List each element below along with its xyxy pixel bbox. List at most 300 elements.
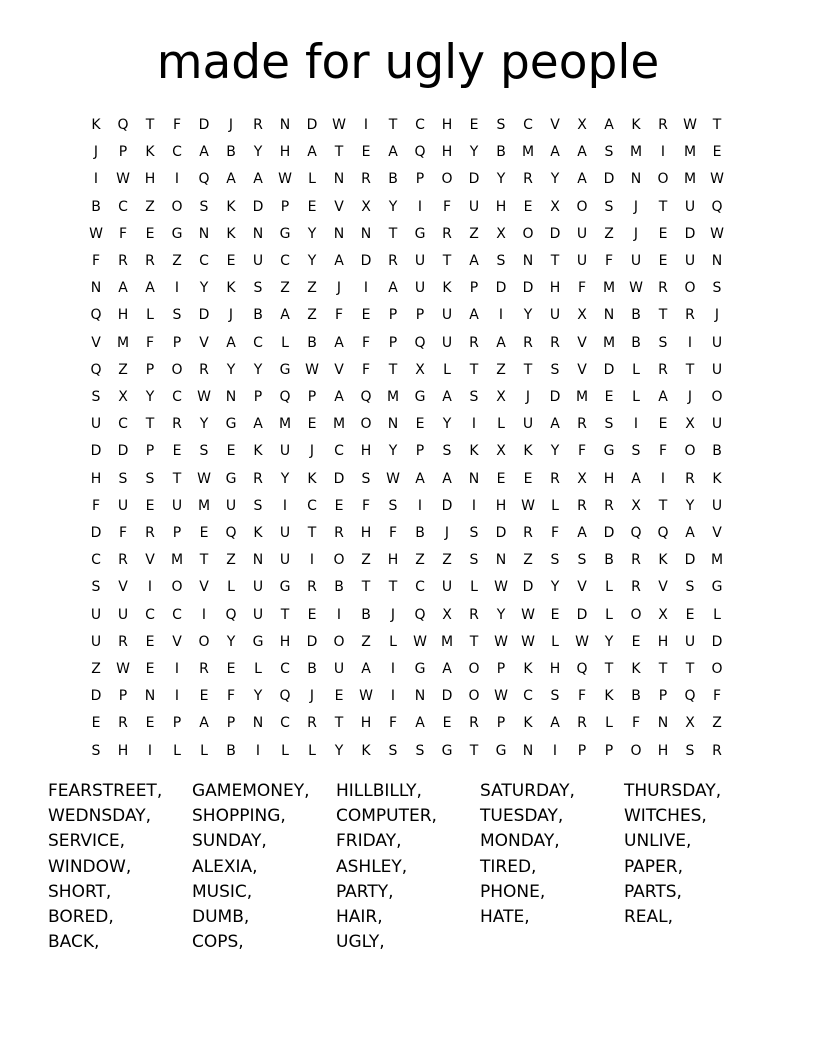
grid-letter: T: [361, 579, 371, 596]
grid-letter: W: [386, 470, 400, 487]
grid-letter: I: [633, 416, 639, 433]
grid-letter: U: [441, 579, 453, 596]
grid-letter: I: [363, 280, 369, 297]
grid-letter: S: [469, 525, 479, 541]
grid-letter: E: [658, 253, 668, 269]
grid-letter: C: [280, 661, 290, 677]
grid-letter: S: [631, 443, 641, 460]
grid-letter: E: [145, 661, 155, 677]
grid-letter: W: [197, 389, 211, 405]
grid-letter: M: [197, 497, 211, 514]
grid-letter: E: [199, 525, 209, 541]
grid-letter: N: [90, 280, 102, 297]
grid-letter: B: [631, 688, 641, 705]
grid-letter: R: [685, 307, 695, 324]
grid-letter: G: [711, 579, 723, 596]
grid-letter: V: [172, 633, 182, 650]
grid-letter: G: [279, 579, 291, 596]
grid-letter: T: [199, 552, 209, 569]
grid-letter: W: [710, 171, 724, 188]
grid-letter: K: [361, 742, 371, 759]
word-list-item: HAIR,: [336, 907, 383, 928]
grid-letter: I: [201, 606, 207, 623]
word-list-item: BORED,: [48, 907, 114, 928]
grid-letter: O: [630, 742, 642, 759]
grid-letter: D: [684, 225, 696, 242]
grid-letter: V: [199, 334, 209, 351]
grid-letter: I: [390, 661, 396, 677]
grid-letter: C: [523, 688, 533, 705]
grid-letter: O: [684, 280, 696, 297]
grid-letter: S: [496, 253, 506, 269]
word-list-column: [48, 779, 188, 955]
grid-letter: W: [683, 117, 697, 133]
grid-letter: R: [307, 715, 317, 732]
grid-letter: I: [552, 742, 558, 759]
grid-letter: D: [684, 552, 696, 569]
grid-letter: W: [710, 225, 724, 242]
grid-letter: R: [550, 334, 560, 351]
grid-letter: E: [199, 688, 209, 705]
grid-letter: C: [145, 606, 155, 623]
grid-letter: A: [334, 253, 344, 269]
grid-letter: U: [171, 497, 183, 514]
word-list-item: SHORT,: [48, 881, 112, 902]
grid-letter: A: [550, 416, 560, 433]
page-title: made for ugly people: [156, 35, 660, 90]
grid-letter: U: [252, 253, 264, 269]
grid-letter: K: [91, 117, 101, 133]
grid-letter: D: [603, 361, 615, 378]
grid-letter: Z: [172, 253, 182, 269]
grid-letter: A: [442, 661, 452, 677]
grid-letter: X: [496, 389, 506, 405]
grid-letter: Q: [225, 606, 237, 623]
grid-letter: B: [415, 525, 425, 541]
grid-letter: R: [658, 117, 668, 133]
grid-letter: J: [444, 525, 450, 541]
grid-letter: F: [145, 334, 155, 351]
grid-letter: Q: [90, 361, 102, 378]
grid-letter: O: [441, 171, 453, 188]
grid-letter: E: [550, 606, 560, 623]
grid-letter: Y: [307, 253, 317, 269]
grid-letter: D: [90, 443, 102, 460]
word-list-item: UGLY,: [336, 932, 385, 953]
grid-letter: K: [523, 661, 533, 677]
grid-letter: E: [172, 443, 182, 460]
grid-letter: B: [712, 443, 722, 460]
grid-letter: O: [711, 661, 723, 677]
grid-letter: H: [387, 552, 399, 569]
grid-letter: J: [525, 389, 531, 405]
grid-letter: K: [523, 715, 533, 732]
grid-letter: M: [575, 389, 589, 405]
grid-letter: L: [443, 361, 451, 378]
grid-letter: F: [550, 525, 560, 541]
grid-letter: N: [198, 225, 210, 242]
grid-letter: S: [388, 742, 398, 759]
grid-letter: J: [633, 225, 639, 242]
grid-letter: C: [415, 579, 425, 596]
grid-letter: R: [118, 552, 128, 569]
grid-letter: O: [522, 225, 534, 242]
grid-letter: G: [603, 443, 615, 460]
word-list-item: DUMB,: [192, 907, 250, 928]
grid-letter: J: [687, 389, 693, 405]
word-list-item: PARTY,: [336, 881, 394, 902]
grid-letter: S: [442, 443, 452, 460]
grid-letter: O: [333, 633, 345, 650]
grid-letter: P: [469, 280, 479, 297]
grid-letter: Q: [414, 334, 426, 351]
grid-letter: V: [334, 361, 344, 378]
grid-letter: K: [631, 661, 641, 677]
grid-letter: A: [226, 171, 236, 188]
grid-letter: V: [577, 361, 587, 378]
grid-letter: B: [91, 198, 101, 215]
grid-letter: U: [117, 497, 129, 514]
grid-letter: A: [550, 715, 560, 732]
grid-letter: L: [308, 742, 316, 759]
grid-letter: X: [631, 497, 641, 514]
grid-letter: O: [171, 361, 183, 378]
grid-letter: U: [576, 225, 588, 242]
grid-letter: G: [414, 661, 426, 677]
grid-letter: K: [307, 470, 317, 487]
grid-letter: M: [386, 389, 400, 405]
grid-letter: U: [333, 661, 345, 677]
grid-letter: R: [604, 497, 614, 514]
word-list-item: GAMEMONEY,: [192, 781, 310, 801]
grid-letter: T: [604, 661, 614, 677]
grid-letter: R: [199, 661, 209, 677]
grid-letter: F: [334, 307, 344, 324]
grid-letter: Z: [442, 552, 452, 569]
word-list-item: HATE,: [480, 907, 530, 928]
grid-letter: F: [577, 443, 587, 460]
grid-letter: L: [632, 361, 640, 378]
grid-letter: P: [145, 361, 155, 378]
grid-letter: A: [577, 171, 587, 188]
grid-letter: T: [145, 117, 155, 133]
grid-letter: C: [415, 117, 425, 133]
grid-letter: R: [388, 253, 398, 269]
grid-letter: T: [469, 633, 479, 650]
grid-letter: K: [523, 443, 533, 460]
grid-letter: S: [550, 552, 560, 569]
grid-letter: A: [442, 389, 452, 405]
grid-letter: E: [226, 443, 236, 460]
grid-letter: E: [685, 606, 695, 623]
grid-letter: Q: [576, 661, 588, 677]
grid-letter: E: [496, 470, 506, 487]
grid-letter: I: [471, 497, 477, 514]
grid-letter: T: [388, 225, 398, 242]
grid-letter: R: [469, 334, 479, 351]
grid-letter: U: [90, 416, 102, 433]
grid-letter: R: [469, 715, 479, 732]
grid-letter: A: [685, 525, 695, 541]
grid-letter: B: [631, 307, 641, 324]
grid-letter: C: [334, 443, 344, 460]
grid-letter: D: [360, 253, 372, 269]
grid-letter: J: [228, 307, 234, 324]
grid-letter: R: [658, 361, 668, 378]
grid-letter: S: [496, 117, 506, 133]
word-list-column: [336, 779, 476, 955]
grid-letter: A: [253, 416, 263, 433]
word-list-item: MONDAY,: [480, 831, 560, 852]
grid-letter: C: [253, 334, 263, 351]
grid-letter: M: [278, 416, 292, 433]
grid-letter: P: [415, 307, 425, 324]
grid-letter: S: [712, 280, 722, 297]
grid-letter: H: [603, 470, 615, 487]
grid-letter: Y: [550, 579, 560, 596]
grid-letter: O: [468, 688, 480, 705]
grid-letter: U: [711, 334, 723, 351]
grid-letter: L: [470, 579, 478, 596]
grid-letter: A: [604, 117, 614, 133]
grid-letter: X: [577, 470, 587, 487]
grid-letter: Y: [253, 688, 263, 705]
grid-letter: I: [255, 742, 261, 759]
grid-letter: A: [658, 389, 668, 405]
grid-letter: W: [305, 361, 319, 378]
grid-letter: W: [494, 579, 508, 596]
grid-letter: S: [685, 742, 695, 759]
grid-letter: N: [387, 416, 399, 433]
grid-letter: H: [90, 470, 102, 487]
grid-letter: S: [604, 198, 614, 215]
grid-letter: S: [550, 361, 560, 378]
word-list-column: [480, 779, 620, 930]
grid-letter: U: [549, 307, 561, 324]
grid-letter: R: [523, 171, 533, 188]
grid-letter: L: [146, 307, 154, 324]
grid-letter: A: [577, 144, 587, 161]
grid-letter: E: [658, 225, 668, 242]
grid-letter: I: [660, 144, 666, 161]
grid-letter: S: [604, 416, 614, 433]
word-list-item: MUSIC,: [192, 881, 253, 902]
grid-letter: K: [253, 525, 263, 541]
grid-letter: E: [226, 661, 236, 677]
grid-letter: D: [576, 606, 588, 623]
grid-letter: A: [145, 280, 155, 297]
grid-letter: W: [413, 633, 427, 650]
grid-letter: J: [633, 198, 639, 215]
grid-letter: A: [388, 280, 398, 297]
grid-letter: Y: [550, 443, 560, 460]
grid-letter: D: [306, 117, 318, 133]
grid-letter: R: [523, 334, 533, 351]
grid-letter: E: [442, 715, 452, 732]
grid-letter: F: [712, 688, 722, 705]
grid-letter: E: [307, 416, 317, 433]
grid-letter: Y: [496, 606, 506, 623]
grid-letter: H: [279, 633, 291, 650]
grid-letter: P: [604, 742, 614, 759]
grid-letter: Z: [361, 633, 371, 650]
grid-letter: I: [660, 470, 666, 487]
grid-letter: U: [711, 497, 723, 514]
grid-letter: W: [521, 497, 535, 514]
grid-letter: P: [172, 525, 182, 541]
grid-letter: H: [495, 198, 507, 215]
grid-letter: F: [118, 525, 128, 541]
grid-letter: N: [603, 307, 615, 324]
grid-letter: B: [604, 552, 614, 569]
grid-letter: C: [280, 715, 290, 732]
grid-letter: W: [89, 225, 103, 242]
grid-letter: A: [631, 470, 641, 487]
grid-letter: E: [307, 198, 317, 215]
grid-letter: L: [497, 416, 505, 433]
grid-letter: M: [629, 144, 643, 161]
grid-letter: K: [712, 470, 722, 487]
grid-letter: M: [602, 280, 616, 297]
grid-letter: G: [171, 225, 183, 242]
grid-letter: P: [118, 688, 128, 705]
word-list-item: TIRED,: [480, 856, 537, 877]
grid-letter: G: [252, 633, 264, 650]
grid-letter: L: [605, 606, 613, 623]
grid-letter: O: [684, 443, 696, 460]
grid-letter: H: [117, 307, 129, 324]
grid-letter: C: [172, 389, 182, 405]
grid-letter: S: [658, 334, 668, 351]
grid-letter: O: [657, 171, 669, 188]
grid-letter: T: [172, 470, 182, 487]
grid-letter: Q: [360, 389, 372, 405]
word-list-item: SATURDAY,: [480, 781, 575, 801]
grid-letter: Y: [388, 198, 398, 215]
grid-letter: V: [334, 198, 344, 215]
grid-letter: I: [498, 307, 504, 324]
grid-letter: Y: [523, 307, 533, 324]
grid-letter: A: [442, 470, 452, 487]
grid-letter: N: [711, 253, 723, 269]
grid-letter: V: [577, 579, 587, 596]
grid-letter: R: [631, 552, 641, 569]
word-list-item: WEDNSDAY,: [48, 806, 152, 827]
grid-letter: K: [658, 552, 668, 569]
grid-letter: Z: [496, 361, 506, 378]
grid-letter: P: [172, 334, 182, 351]
grid-letter: X: [496, 443, 506, 460]
grid-letter: L: [605, 579, 613, 596]
grid-letter: M: [683, 171, 697, 188]
grid-letter: V: [550, 117, 560, 133]
grid-letter: R: [253, 117, 263, 133]
grid-letter: A: [469, 253, 479, 269]
grid-letter: D: [333, 470, 345, 487]
grid-letter: L: [200, 742, 208, 759]
word-list-item: REAL,: [624, 907, 674, 928]
grid-letter: U: [252, 606, 264, 623]
grid-letter: D: [306, 633, 318, 650]
grid-letter: E: [226, 253, 236, 269]
grid-letter: U: [90, 606, 102, 623]
grid-letter: J: [714, 307, 720, 324]
grid-letter: K: [145, 144, 155, 161]
grid-letter: N: [657, 715, 669, 732]
grid-letter: Q: [279, 389, 291, 405]
grid-letter: I: [174, 171, 180, 188]
grid-letter: I: [363, 117, 369, 133]
grid-letter: T: [658, 198, 668, 215]
grid-letter: Z: [91, 661, 101, 677]
grid-letter: A: [226, 334, 236, 351]
grid-letter: A: [199, 144, 209, 161]
grid-letter: Y: [496, 171, 506, 188]
word-list-item: BACK,: [48, 932, 100, 953]
grid-letter: O: [630, 606, 642, 623]
grid-letter: O: [198, 633, 210, 650]
grid-letter: R: [253, 470, 263, 487]
grid-letter: T: [523, 361, 533, 378]
grid-letter: L: [254, 661, 262, 677]
grid-letter: A: [253, 171, 263, 188]
grid-letter: V: [91, 334, 101, 351]
grid-letter: B: [226, 144, 236, 161]
grid-letter: Q: [684, 688, 696, 705]
grid-letter: S: [550, 688, 560, 705]
grid-letter: E: [361, 144, 371, 161]
grid-letter: V: [658, 579, 668, 596]
grid-letter: P: [145, 443, 155, 460]
grid-letter: I: [417, 497, 423, 514]
grid-letter: Z: [118, 361, 128, 378]
grid-letter: W: [629, 280, 643, 297]
grid-letter: J: [228, 117, 234, 133]
grid-letter: A: [388, 144, 398, 161]
grid-letter: H: [549, 280, 561, 297]
grid-letter: Q: [225, 525, 237, 541]
grid-letter: Y: [550, 171, 560, 188]
grid-letter: Q: [279, 688, 291, 705]
grid-letter: T: [145, 416, 155, 433]
grid-letter: V: [199, 579, 209, 596]
grid-letter: N: [252, 715, 264, 732]
grid-letter: C: [199, 253, 209, 269]
grid-letter: D: [441, 497, 453, 514]
grid-letter: J: [309, 443, 315, 460]
grid-letter: R: [361, 171, 371, 188]
word-list-item: PARTS,: [624, 881, 682, 902]
grid-letter: T: [334, 715, 344, 732]
word-list-item: UNLIVE,: [624, 831, 692, 852]
grid-letter: R: [145, 253, 155, 269]
grid-letter: R: [307, 579, 317, 596]
grid-letter: P: [496, 661, 506, 677]
grid-letter: K: [469, 443, 479, 460]
grid-letter: X: [415, 361, 425, 378]
grid-letter: D: [468, 171, 480, 188]
grid-letter: N: [225, 389, 237, 405]
grid-letter: E: [91, 715, 101, 732]
grid-letter: N: [522, 742, 534, 759]
grid-letter: C: [118, 198, 128, 215]
grid-letter: N: [252, 225, 264, 242]
grid-letter: M: [710, 552, 724, 569]
grid-letter: O: [171, 198, 183, 215]
grid-letter: M: [116, 334, 130, 351]
grid-letter: S: [388, 497, 398, 514]
grid-letter: O: [468, 661, 480, 677]
